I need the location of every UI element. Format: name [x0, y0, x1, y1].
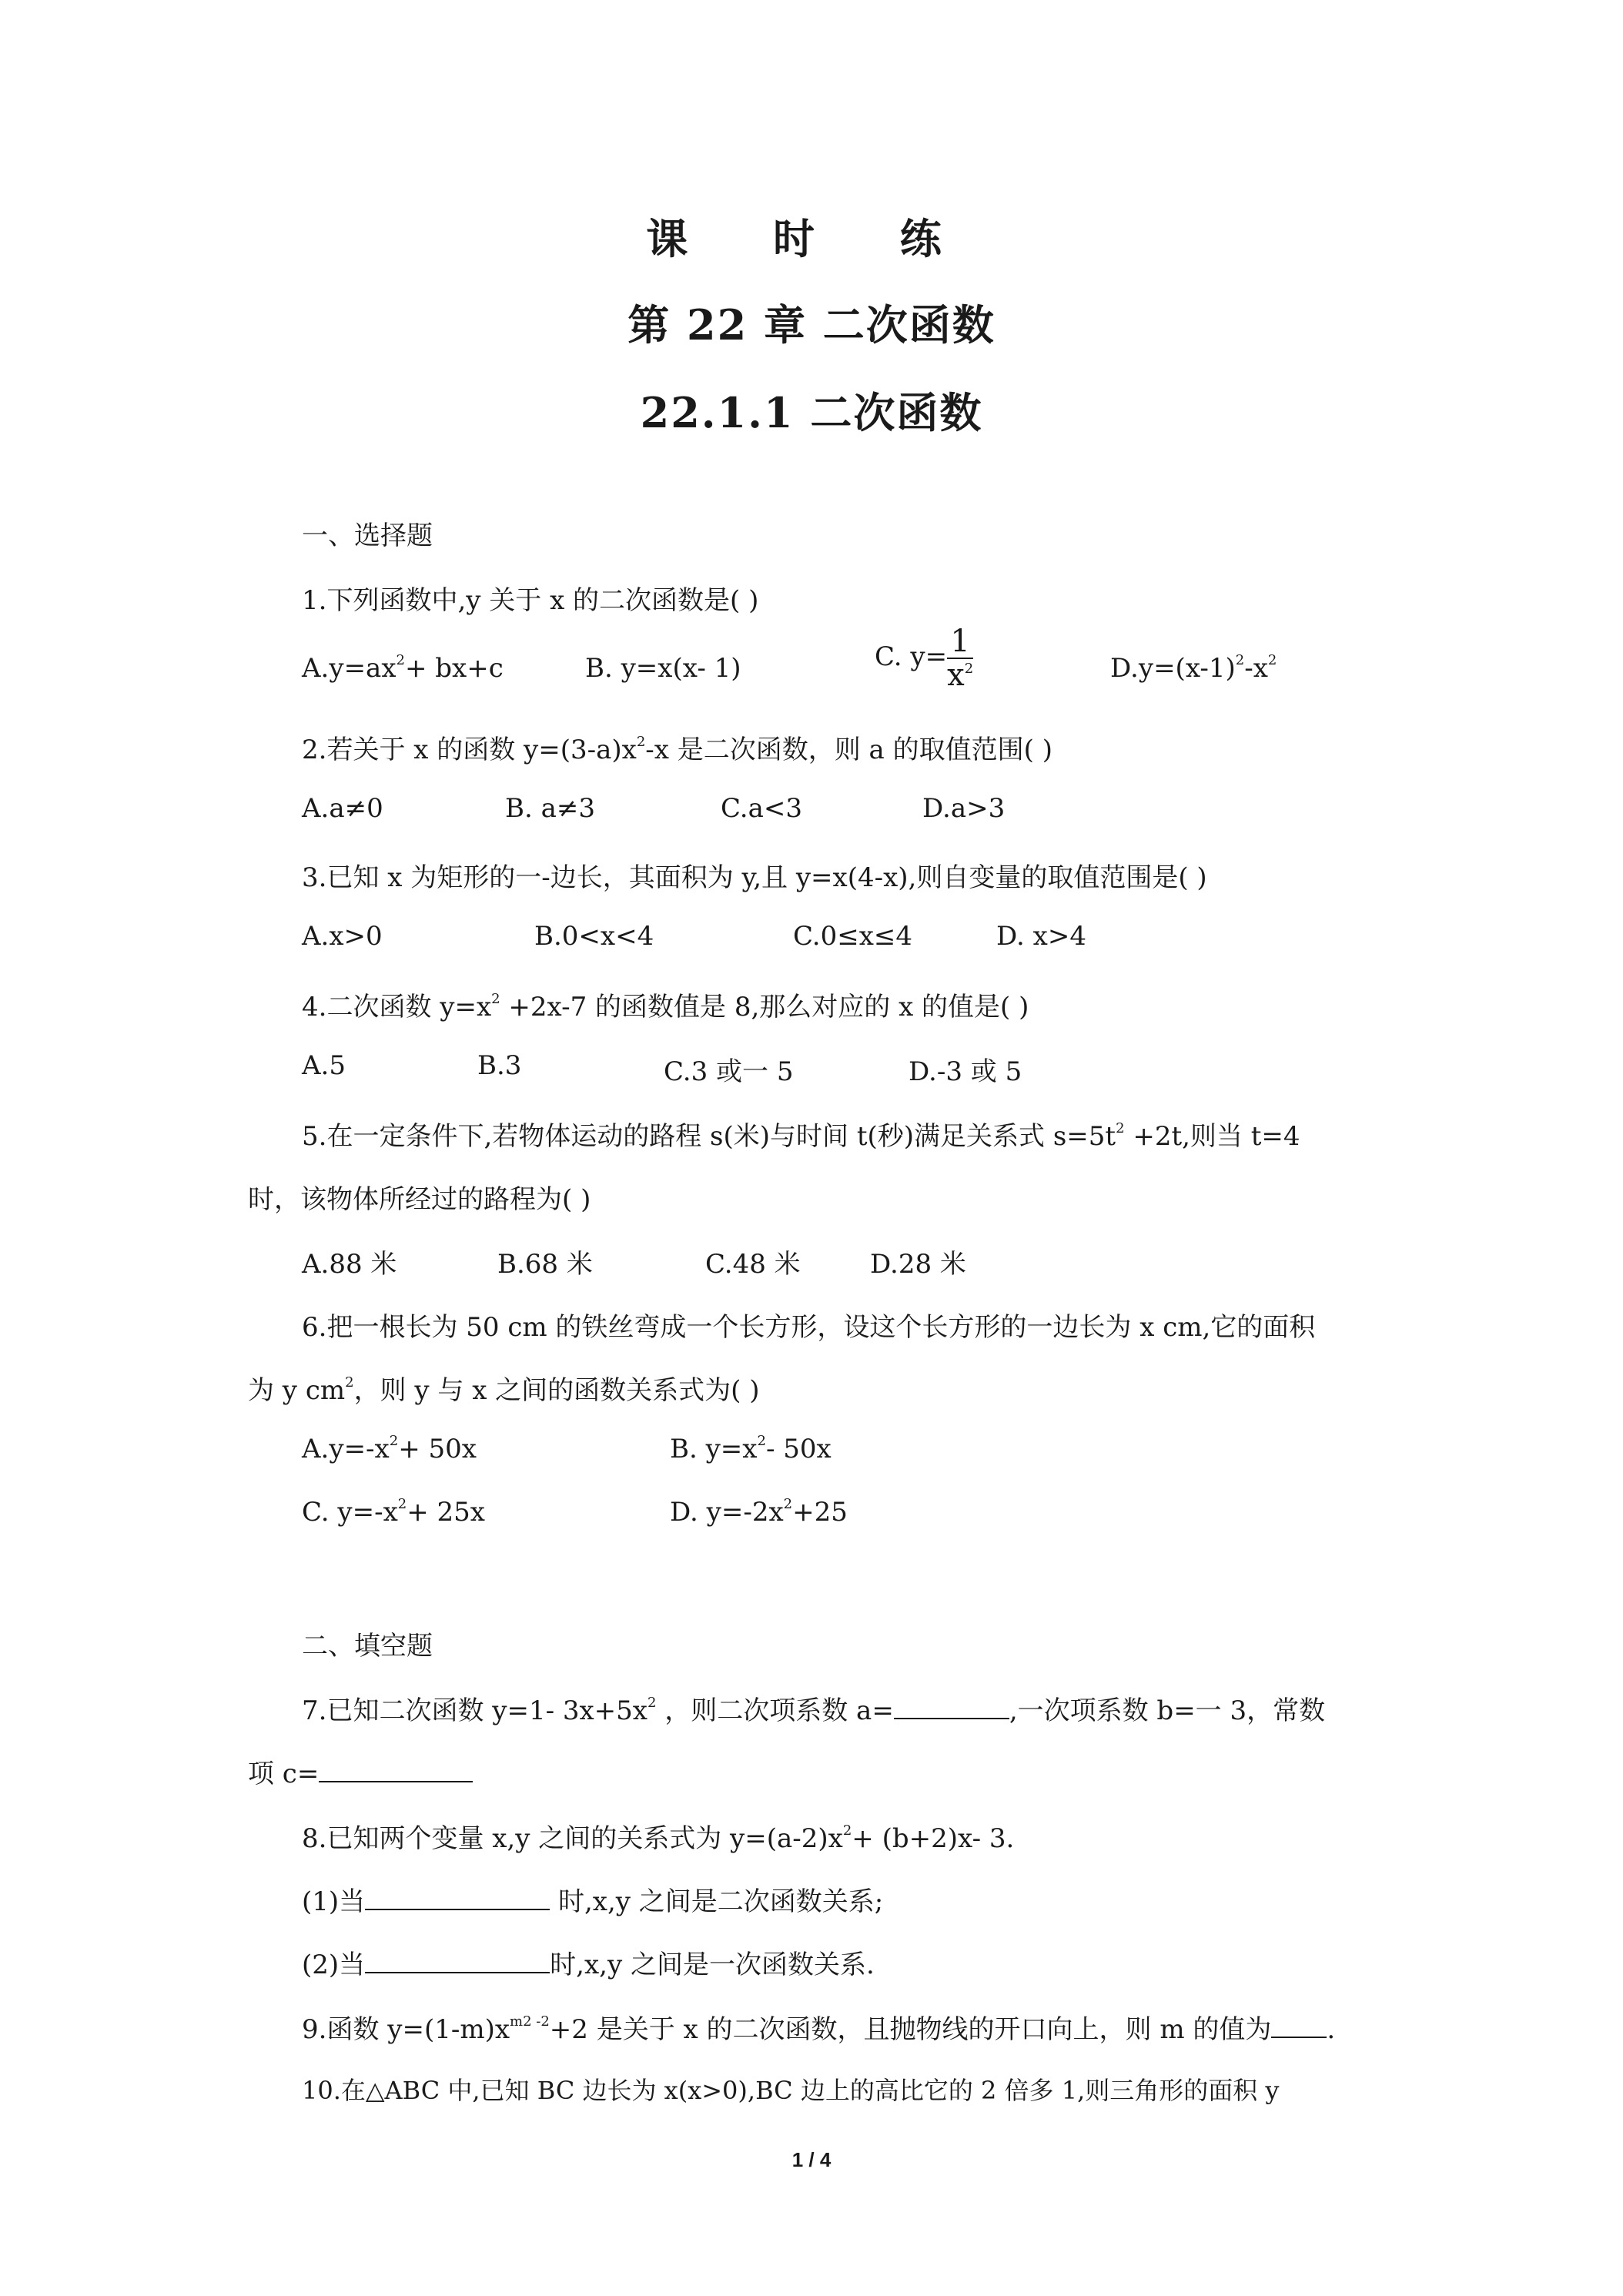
question-7-stem-cont: 项 c= [248, 1752, 473, 1790]
q4-option-b: B.3 [477, 1050, 522, 1081]
q5-option-c: C.48 米 [705, 1249, 801, 1280]
answer-blank[interactable] [1271, 2010, 1327, 2038]
q6-option-d: D. $y=-2x^2+25$ [670, 1496, 848, 1528]
question-6-stem: 6.把一根长为 50 cm 的铁丝弯成一个长方形，设这个长方形的一边长为 x cm,它的面积 [302, 1312, 1316, 1343]
q4-option-d: D.-3 或 5 [909, 1056, 1022, 1087]
q1-option-d: $D.y=(x-1)^2-x^2$ [1110, 652, 1277, 684]
q2-option-c: C.a<3 [721, 793, 803, 824]
question-8-part-2: (2)当 时,x,y 之间是一次函数关系. [302, 1943, 875, 1981]
answer-blank[interactable] [894, 1692, 1009, 1719]
q3-option-a: A.x>0 [302, 921, 383, 952]
question-5-stem-cont: 时，该物体所经过的路程为( ) [248, 1184, 591, 1215]
question-8-stem: 8.已知两个变量 x,y 之间的关系式为 $y=(a-2)x^2+ (b+2)x-$ 3. [302, 1822, 1015, 1854]
section-heading-fill: 二、填空题 [302, 1631, 433, 1662]
q3-option-c: C.0≤x≤4 [793, 921, 913, 952]
q1-option-c: C. y= $\frac{1}{x^2}$ [875, 624, 974, 693]
question-8-part-1: (1)当 时,x,y 之间是二次函数关系; [302, 1880, 883, 1918]
answer-blank[interactable] [319, 1755, 473, 1782]
answer-blank[interactable] [365, 1946, 550, 1973]
question-9-stem: 9.函数 $y=(1-m)x^{m2 -2}+2$ 是关于 x 的二次函数，且抛物线的开口向上，则 m 的值为 . [302, 2008, 1335, 2046]
q5-option-d: D.28 米 [870, 1249, 966, 1280]
q6-option-c: C. $y=-x^2+ 25x$ [302, 1496, 485, 1528]
question-2-stem: 2.若关于 x 的函数 $y=(3-a)x^2-x$ 是二次函数，则 a 的取值范围( ) [302, 734, 1052, 765]
section-title: 22.1.1 二次函数 [640, 388, 983, 437]
q6-option-b: B. $y=x^2-$ 50x [670, 1433, 832, 1464]
question-5-stem: 5.在一定条件下,若物体运动的路程 s(米)与时间 t(秒)满足关系式 $s=5t^2 +2t$,则当 t=4 [302, 1120, 1300, 1152]
question-6-stem-cont: 为 y $cm^2$，则 y 与 x 之间的函数关系式为( ) [248, 1374, 760, 1406]
q5-option-b: B.68 米 [497, 1249, 593, 1280]
q3-option-d: D. x>4 [996, 921, 1086, 952]
q6-option-a: $A.y=-x^2+ 50x$ [302, 1433, 477, 1464]
q4-option-a: A.5 [302, 1050, 346, 1081]
answer-blank[interactable] [365, 1883, 550, 1910]
q1-option-a: $A.y=ax^2+ bx+c$ [302, 652, 504, 684]
q2-option-d: D.a>3 [922, 793, 1006, 824]
q2-option-b: B. a≠3 [505, 793, 595, 824]
page-number: 1 / 4 [791, 2148, 832, 2171]
question-3-stem: 3.已知 x 为矩形的一-边长，其面积为 y,且 y=x(4-x),则自变量的取值范围是( ) [302, 862, 1207, 893]
section-heading-choice: 一、选择题 [302, 520, 433, 551]
doc-title: 课 时 练 [646, 214, 977, 263]
q4-option-c: C.3 或一 5 [664, 1056, 794, 1087]
question-1-stem: 1.下列函数中,y 关于 x 的二次函数是( ) [302, 585, 759, 616]
q5-option-a: A.88 米 [302, 1249, 397, 1280]
question-4-stem: 4.二次函数 $y=x^2 +2x-7$ 的函数值是 8,那么对应的 x 的值是( ) [302, 991, 1029, 1022]
q2-option-a: A.a≠0 [302, 793, 383, 824]
q1-option-b: B. y=x(x- 1) [585, 653, 741, 684]
question-7-stem: 7.已知二次函数 y=1- $3x+5x^2$ ，则二次项系数 a= ,一次项系数 b=一 3，常数 [302, 1689, 1325, 1727]
q3-option-b: B.0<x<4 [534, 921, 654, 952]
chapter-title: 第 22 章 二次函数 [627, 300, 996, 350]
question-10-stem: 10.在△ABC 中,已知 BC 边长为 x(x>0),BC 边上的高比它的 2 倍多 1,则三角形的面积 y [302, 2076, 1280, 2105]
